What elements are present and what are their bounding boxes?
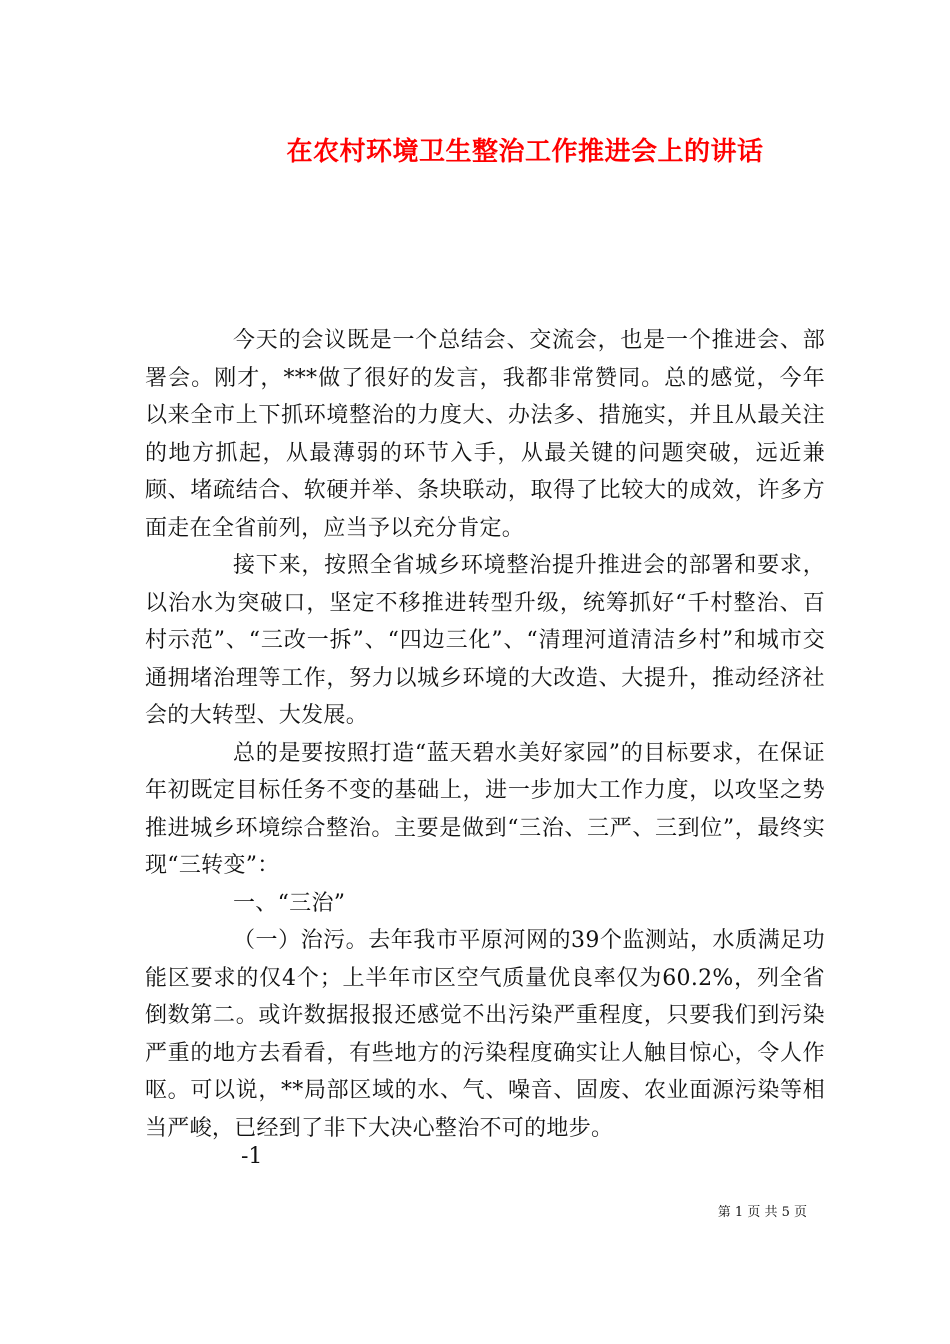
paragraph-2: 接下来，按照全省城乡环境整治提升推进会的部署和要求，以治水为突破口，坚定不移推进转型升级，统筹抓好“千村整治、百村示范”、“三改一拆”、“四边三化”、“清理河道清洁乡村”和城市交通拥堵治理等工作，努力以城乡环境的大改造、大提升，推动经济社会的大转型、大发展。 [145,553,825,728]
page-mark: -1 [241,1144,263,1169]
paragraph-3: 总的是要按照打造“蓝天碧水美好家园”的目标要求，在保证年初既定目标任务不变的基础上，进一步加大工作力度，以攻坚之势推进城乡环境综合整治。主要是做到“三治、三严、三到位”，最终实现“三转变”： [145,740,825,878]
document-body [145,322,825,1147]
paragraph-4: （一）治污。去年我市平原河网的39个监测站，水质满足功能区要求的仅4个；上半年市区空气质量优良率仅为60.2%，列全省倒数第二。或许数据报报还感觉不出污染严重程度，只要我们到污染严重的地方去看看，有些地方的污染程度确实让人触目惊心，令人作呕。可以说，**局部区域的水、气、噪音、固废、农业面源污染等相当严峻，已经到了非下大决心整治不可的地步。 [145,928,825,1141]
page-footer: 第 1 页 共 5 页 [717,1205,807,1220]
section-heading: 一、“三治” [233,890,346,916]
paragraph-1: 今天的会议既是一个总结会、交流会，也是一个推进会、部署会。刚才，***做了很好的发言，我都非常赞同。总的感觉，今年以来全市上下抓环境整治的力度大、办法多、措施实，并且从最关注的地方抓起，从最薄弱的环节入手，从最关键的问题突破，远近兼顾、堵疏结合、软硬并举、条块联动，取得了比较大的成效，许多方面走在全省前列，应当予以充分肯定。 [145,328,825,541]
document-title: 在农村环境卫生整治工作推进会上的讲话 [286,137,764,167]
